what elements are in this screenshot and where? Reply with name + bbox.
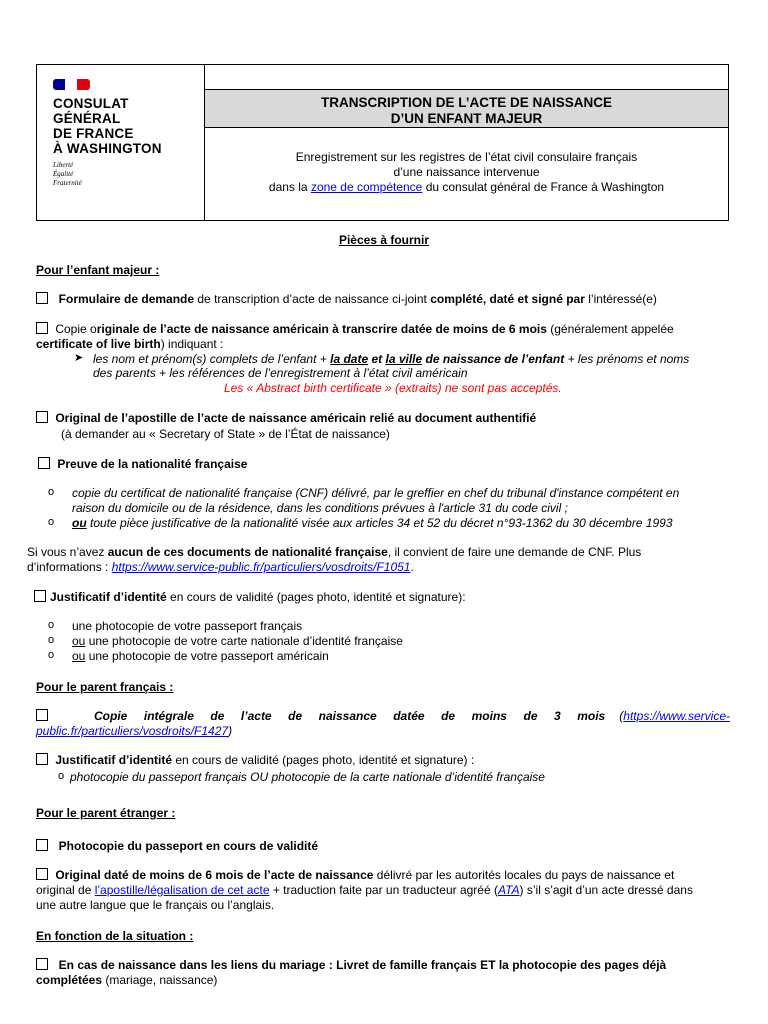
item-copie-acte: Copie originale de l’acte de naissance américain à transcrire datée de moins de 6 mois (généralement appelée (36, 322, 729, 337)
nat-item2: ou toute pièce justificative de la nationalité visée aux articles 34 et 52 du décret n°93-1362 du 30 décembre 1993 (72, 516, 673, 530)
item-mariage: En cas de naissance dans les liens du mariage : Livret de famille français ET la photocopie des pages déjà (36, 958, 666, 973)
circle-bullet-icon: o (48, 486, 55, 498)
f1427-link[interactable]: https://www.service- (623, 709, 730, 723)
header-right (205, 65, 728, 220)
nat-item1-line1: copie du certificat de nationalité française (CNF) délivré, par le greffier en chef du tribunal d'instance compétent en (72, 486, 680, 500)
item-identite: Justificatif d’identité en cours de validité (pages photo, identité et signature): (34, 590, 466, 605)
item-nationalite: Preuve de la nationalité française (38, 457, 247, 472)
item-passeport-etr: Photocopie du passeport en cours de validité (36, 839, 318, 854)
item-original-etr: Original daté de moins de 6 mois de l’acte de naissance délivré par les autorités locales du pays de naissance et (36, 868, 674, 883)
item-formulaire: Formulaire de demande de transcription d’acte de naissance ci-joint complété, daté et signé par l’intéressé(e) (36, 292, 657, 307)
checkbox[interactable] (38, 457, 50, 469)
copie-integrale-line2: public.fr/particuliers/vosdroits/F1427) (36, 724, 233, 738)
checkbox[interactable] (36, 868, 48, 880)
id-item1: une photocopie de votre passeport français (72, 619, 303, 633)
heading-parent-fr: Pour le parent français : (36, 680, 174, 694)
cnf-paragraph-line1: Si vous n’avez aucun de ces documents de nationalité française, il convient de faire une demande de CNF. Plus (27, 545, 642, 559)
zone-competence-link[interactable]: zone de compétence (310, 180, 423, 194)
checkbox[interactable] (36, 322, 48, 334)
checkbox[interactable] (36, 753, 48, 765)
item-apostille: Original de l’apostille de l’acte de naissance américain relié au document authentifié (36, 411, 536, 426)
checkbox[interactable] (36, 709, 48, 721)
original-etr-line2: original de l’apostille/légalisation de cet acte + traduction faite par un traducteur agréé (ATA) s’il s’agit d’un acte dressé dans (36, 883, 693, 897)
circle-bullet-icon: o (58, 770, 65, 782)
logo-motto: Liberté Égalité Fraternité (53, 161, 82, 187)
arrow-bullet-icon: ➤ (74, 352, 84, 364)
header-table (36, 64, 729, 221)
cnf-paragraph-line2: d’informations : https://www.service-public.fr/particuliers/vosdroits/F1051. (27, 560, 414, 574)
f1427-link-cont[interactable]: public.fr/particuliers/vosdroits/F1427 (36, 724, 229, 738)
item-copie-integrale: Copie intégrale de l’acte de naissance datée de moins de 3 mois (https://www.service- (36, 709, 730, 724)
apostille-detail: (à demander au « Secretary of State » de l’État de naissance) (61, 427, 390, 441)
circle-bullet-icon: o (48, 649, 55, 661)
circle-bullet-icon: o (48, 619, 55, 631)
header-subtitle: Enregistrement sur les registres de l’état civil consulaire français d’une naissance intervenue dans la zone de compétence du consulat général de France à Washington (268, 150, 665, 194)
logo-name: CONSULAT GÉNÉRAL DE FRANCE À WASHINGTON (53, 96, 162, 156)
item-identite-parent-fr: Justificatif d’identité en cours de validité (pages photo, identité et signature) : (36, 753, 474, 768)
ata-link[interactable]: ATA (497, 883, 520, 897)
copie-detail-line2: des parents + les références de l’enregistrement à l’état civil américain (93, 366, 468, 380)
french-flag-icon (53, 79, 90, 90)
id-item3: ou une photocopie de votre passeport américain (72, 649, 329, 663)
copie-detail-line1: les nom et prénom(s) complets de l’enfant + la date et la ville de naissance de l’enfant + les prénoms et noms (93, 352, 690, 366)
checkbox[interactable] (36, 292, 48, 304)
checkbox[interactable] (36, 839, 48, 851)
section-title: Pièces à fournir (338, 233, 430, 247)
circle-bullet-icon: o (48, 634, 55, 646)
page-title: TRANSCRIPTION DE L’ACTE DE NAISSANCE D’UN ENFANT MAJEUR (205, 90, 728, 128)
id-item2: ou une photocopie de votre carte nationale d’identité française (72, 634, 403, 648)
heading-parent-etr: Pour le parent étranger : (36, 806, 176, 820)
original-etr-line3: une autre langue que le français ou l’anglais. (36, 898, 275, 912)
mariage-line2: complétées (mariage, naissance) (36, 973, 218, 987)
circle-bullet-icon: o (48, 516, 55, 528)
header-empty-cell (205, 65, 728, 90)
item-copie-acte-line2: certificate of live birth) indiquant : (36, 337, 224, 351)
cnf-link[interactable]: https://www.service-public.fr/particuliers/vosdroits/F1051 (111, 560, 411, 574)
checkbox[interactable] (34, 590, 46, 602)
consulate-logo (37, 65, 205, 220)
checkbox[interactable] (36, 958, 48, 970)
copie-warning: Les « Abstract birth certificate » (extraits) ne sont pas acceptés. (224, 381, 562, 395)
identite-parent-fr-item: photocopie du passeport français OU photocopie de la carte nationale d’identité française (70, 770, 545, 784)
checkbox[interactable] (36, 411, 48, 423)
heading-situation: En fonction de la situation : (36, 929, 194, 943)
apostille-link[interactable]: l’apostille/légalisation de cet acte (94, 883, 270, 897)
copie-integrale-title: Copie intégrale de l’acte de naissance datée de moins de 3 mois (94, 709, 606, 723)
heading-enfant: Pour l’enfant majeur : (36, 263, 160, 277)
nat-item1-line2: raison du domicile ou de la résidence, dans les conditions prévues à l'article 31 du code civil ; (72, 501, 568, 515)
